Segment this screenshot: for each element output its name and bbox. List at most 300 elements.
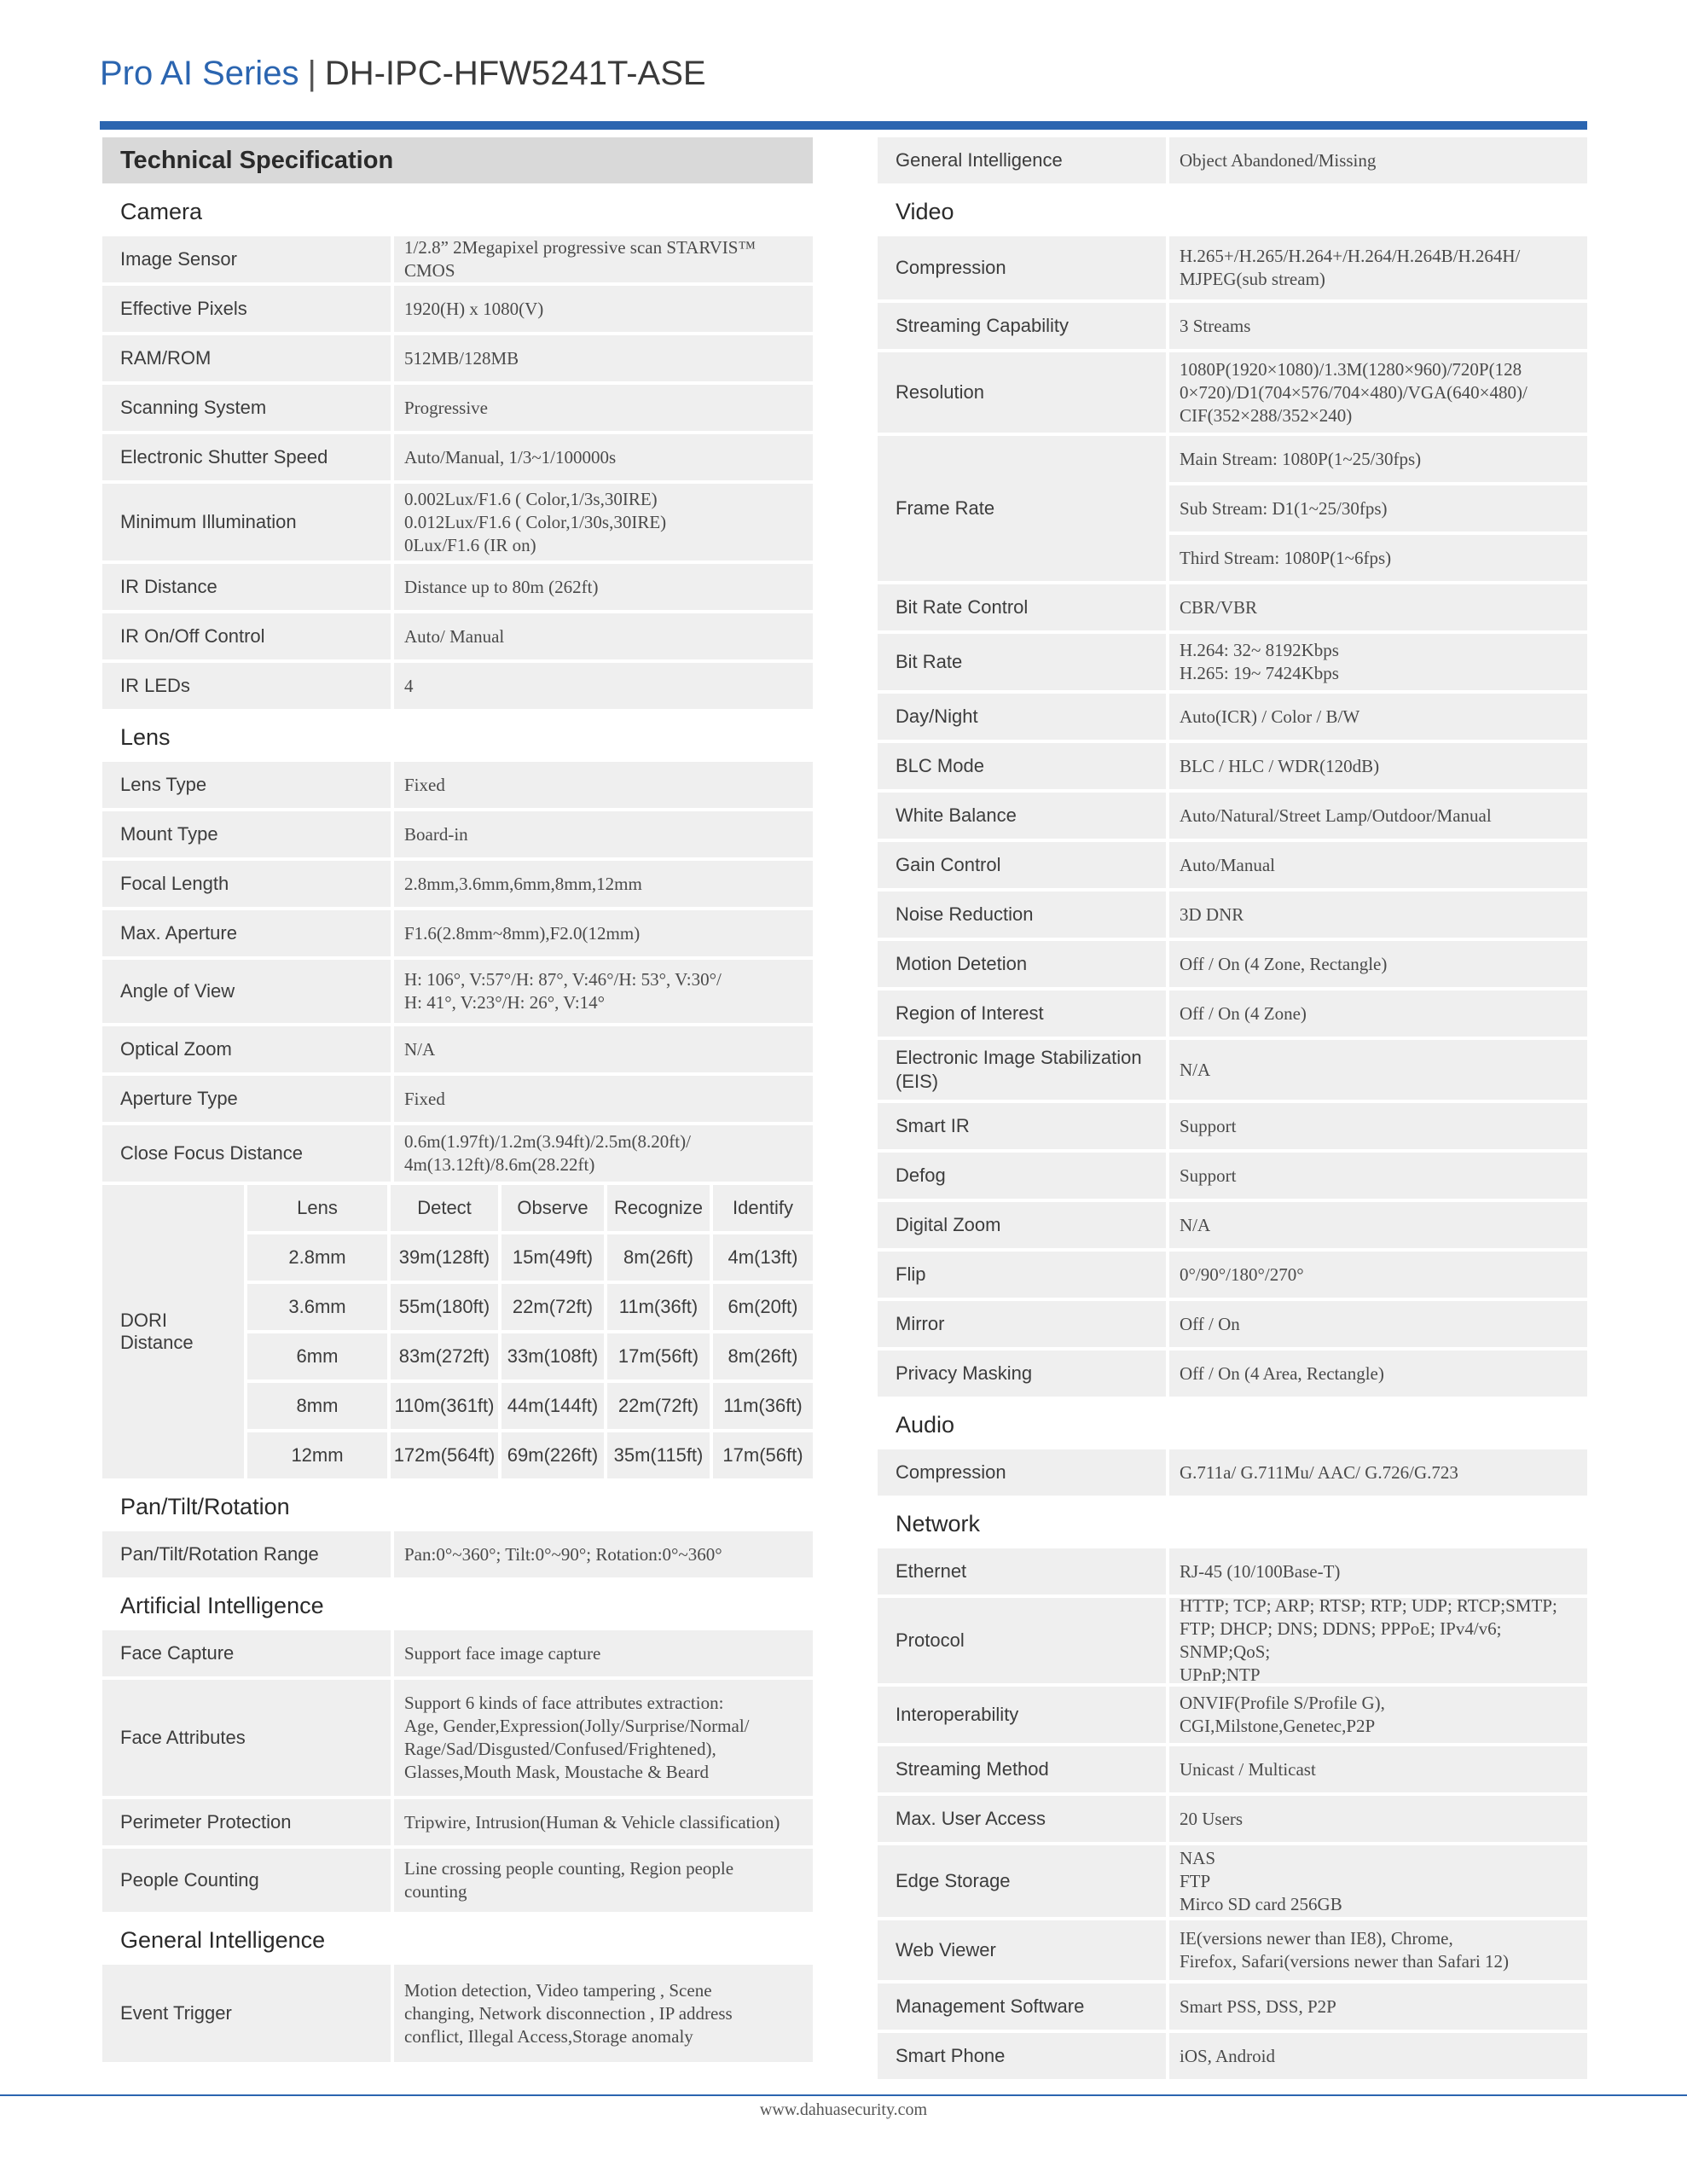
spec-value-lines: [1180, 596, 1257, 619]
spec-label: Minimum Illumination: [102, 484, 391, 561]
spec-row: [878, 634, 1587, 690]
spec-value: [394, 910, 813, 956]
spec-value: [394, 1125, 813, 1182]
spec-label: Motion Detetion: [878, 941, 1166, 987]
ptr-spec-table: [102, 1531, 813, 1577]
spec-label: Bit Rate: [878, 634, 1166, 690]
spec-value-line: MJPEG(sub stream): [1180, 269, 1325, 289]
spec-value-line: Mirco SD card 256GB: [1180, 1893, 1342, 1914]
network-spec-table: [878, 1548, 1587, 2079]
section-heading-audio: Audio: [896, 1411, 955, 1438]
spec-label: Frame Rate: [878, 436, 1166, 581]
spec-value-lines: [1180, 1115, 1237, 1138]
section-heading-network: Network: [896, 1510, 981, 1536]
spec-label: Protocol: [878, 1598, 1166, 1683]
spec-row: [102, 1531, 813, 1577]
spec-label: Close Focus Distance: [102, 1125, 391, 1182]
spec-value-line: Support face image capture: [404, 1642, 601, 1664]
spec-value-lines: [404, 1130, 691, 1176]
spec-value: [1169, 1920, 1587, 1980]
spec-label: General Intelligence: [878, 137, 1166, 183]
spec-value-lines: [1180, 1560, 1340, 1583]
audio-spec-table: [878, 1449, 1587, 1496]
spec-value-lines: [1180, 639, 1339, 685]
spec-value-lines: [404, 1642, 600, 1665]
spec-label: Bit Rate Control: [878, 584, 1166, 630]
spec-label: Day/Night: [878, 694, 1166, 740]
gi-spec-table: [102, 1965, 813, 2062]
spec-value: [1169, 1984, 1587, 2030]
spec-value-line: 20 Users: [1180, 1808, 1244, 1829]
spec-row: [878, 892, 1587, 938]
spec-value-line: H: 106°, V:57°/H: 87°, V:46°/H: 53°, V:30°/: [404, 969, 722, 990]
dori-identify-cell: 6m(20ft): [713, 1284, 813, 1330]
spec-value-lines: [404, 873, 642, 896]
spec-value: [394, 484, 813, 561]
spec-label: Max. Aperture: [102, 910, 391, 956]
spec-value: [1169, 1796, 1587, 1842]
spec-value-lines: [404, 1038, 435, 1061]
spec-value-line: Support: [1180, 1165, 1237, 1186]
spec-value: [1169, 1687, 1587, 1743]
spec-label: Event Trigger: [102, 1965, 391, 2062]
spec-value-line: conflict, Illegal Access,Storage anomaly: [404, 2025, 693, 2047]
dori-lens-cell: Lens: [247, 1185, 387, 1231]
spec-value-line: H: 41°, V:23°/H: 26°, V:14°: [404, 992, 606, 1013]
spec-label: Compression: [878, 236, 1166, 299]
spec-label: Scanning System: [102, 385, 391, 431]
spec-row: [102, 484, 813, 561]
spec-value-lines: [404, 1692, 750, 1784]
dori-row: [247, 1333, 813, 1380]
spec-row: [878, 1153, 1587, 1199]
spec-label: Electronic Image Stabilization (EIS): [878, 1040, 1166, 1100]
spec-label: Effective Pixels: [102, 286, 391, 332]
spec-row: [102, 1125, 813, 1182]
header-accent-bar: [100, 121, 1587, 130]
spec-value-line: G.711a/ G.711Mu/ AAC/ G.726/G.723: [1180, 1461, 1458, 1483]
spec-value-lines: [404, 968, 722, 1014]
spec-label: IR Distance: [102, 564, 391, 610]
spec-row: [102, 564, 813, 610]
spec-value-line: Off / On (4 Zone, Rectangle): [1180, 953, 1388, 974]
spec-value-line: H.264: 32~ 8192Kbps: [1180, 640, 1339, 660]
spec-value-lines: [404, 1811, 780, 1834]
spec-value-line: 4: [404, 675, 414, 696]
spec-value: [1169, 1301, 1587, 1347]
spec-label: IR LEDs: [102, 663, 391, 709]
spec-value-lines: [404, 625, 504, 648]
spec-row: [102, 910, 813, 956]
spec-row: [102, 286, 813, 332]
spec-value-line: FTP; DHCP; DNS; DDNS; PPPoE; IPv4/v6; SNMP;QoS;: [1180, 1618, 1502, 1662]
spec-value: [1169, 303, 1587, 349]
spec-value-lines: [1180, 1263, 1304, 1287]
spec-row: [102, 663, 813, 709]
spec-label: Ethernet: [878, 1548, 1166, 1594]
spec-value-lines: [404, 236, 804, 282]
spec-value-lines: [404, 675, 414, 698]
spec-value-lines: [1180, 804, 1492, 828]
spec-row: [878, 1746, 1587, 1792]
dori-distance-table: [102, 1185, 813, 1478]
spec-label: Interoperability: [878, 1687, 1166, 1743]
dori-observe-cell: 15m(49ft): [501, 1234, 604, 1281]
spec-value-line: 0Lux/F1.6 (IR on): [404, 534, 536, 555]
spec-value-line: F1.6(2.8mm~8mm),F2.0(12mm): [404, 922, 641, 944]
spec-value-lines: [404, 397, 488, 420]
spec-value: [1169, 793, 1587, 839]
spec-label: Web Viewer: [878, 1920, 1166, 1980]
dori-row: [247, 1234, 813, 1281]
dori-lens-cell: 3.6mm: [247, 1284, 387, 1330]
spec-value-line: Support 6 kinds of face attributes extraction:: [404, 1693, 724, 1713]
spec-value: [1169, 634, 1587, 690]
section-heading-artificial-intelligence: Artificial Intelligence: [120, 1592, 324, 1618]
spec-value-line: 2.8mm,3.6mm,6mm,8mm,12mm: [404, 873, 642, 894]
spec-value-line: 0.012Lux/F1.6 ( Color,1/30s,30IRE): [404, 511, 667, 532]
spec-value: [394, 811, 813, 857]
spec-value-line: 0.6m(1.97ft)/1.2m(3.94ft)/2.5m(8.20ft)/: [404, 1131, 691, 1152]
section-heading-video: Video: [896, 198, 954, 224]
spec-row: [102, 1965, 813, 2062]
spec-row: [878, 743, 1587, 789]
spec-value-line: 3 Streams: [1180, 315, 1251, 336]
spec-row: [102, 762, 813, 808]
spec-value-lines: [1180, 1692, 1385, 1738]
spec-value-line: Motion detection, Video tampering , Scene: [404, 1979, 712, 2001]
spec-row: [878, 1687, 1587, 1743]
spec-label: Perimeter Protection: [102, 1799, 391, 1845]
spec-row: [878, 1040, 1587, 1100]
spec-row: [878, 352, 1587, 433]
spec-label: Lens Type: [102, 762, 391, 808]
spec-row-frame-rate: [878, 436, 1587, 581]
spec-value-line: Board-in: [404, 823, 468, 845]
spec-label: White Balance: [878, 793, 1166, 839]
spec-value-line: Auto(ICR) / Color / B/W: [1180, 706, 1360, 727]
spec-value-lines: [1180, 1214, 1210, 1237]
spec-value: [394, 1849, 813, 1912]
dori-lens-cell: 8mm: [247, 1383, 387, 1429]
spec-label: Edge Storage: [878, 1845, 1166, 1917]
spec-row: [102, 1076, 813, 1122]
spec-label: Angle of View: [102, 960, 391, 1023]
frame-rate-values: [1169, 436, 1587, 581]
spec-value: [394, 861, 813, 907]
spec-value-line: changing, Network disconnection , IP address: [404, 2002, 733, 2024]
spec-label: RAM/ROM: [102, 335, 391, 381]
spec-label: Flip: [878, 1252, 1166, 1298]
footer-website-link[interactable]: www.dahuasecurity.com: [759, 2100, 928, 2119]
spec-row: [102, 1026, 813, 1072]
spec-value: [394, 385, 813, 431]
spec-row: [102, 613, 813, 659]
spec-value: [1169, 842, 1587, 888]
spec-value: [1169, 1449, 1587, 1496]
spec-value-line: Off / On (4 Area, Rectangle): [1180, 1362, 1384, 1384]
spec-row: [878, 1301, 1587, 1347]
spec-value: [394, 1965, 813, 2062]
dori-lens-cell: 2.8mm: [247, 1234, 387, 1281]
spec-value-line: Support: [1180, 1115, 1237, 1136]
spec-value-line: CBR/VBR: [1180, 596, 1258, 618]
dori-recognize-cell: 17m(56ft): [607, 1333, 710, 1380]
spec-value-lines: [1180, 854, 1275, 877]
dori-recognize-cell: 8m(26ft): [607, 1234, 710, 1281]
spec-value-lines: [1180, 903, 1244, 926]
dori-row: [247, 1383, 813, 1429]
spec-value-line: CGI,Milstone,Genetec,P2P: [1180, 1716, 1376, 1736]
spec-value-line: Tripwire, Intrusion(Human & Vehicle classification): [404, 1811, 780, 1833]
spec-value-line: N/A: [404, 1038, 436, 1060]
spec-value-lines: [1180, 1594, 1579, 1687]
spec-row: [102, 811, 813, 857]
spec-value-lines: [404, 347, 519, 370]
spec-value-line: FTP: [1180, 1870, 1211, 1891]
spec-value-line: Smart PSS, DSS, P2P: [1180, 1995, 1336, 2017]
spec-label: Mirror: [878, 1301, 1166, 1347]
spec-value-lines: [1180, 1461, 1458, 1484]
spec-value: [394, 1531, 813, 1577]
dori-observe-cell: 44m(144ft): [501, 1383, 604, 1429]
spec-row: [102, 385, 813, 431]
spec-label: Digital Zoom: [878, 1202, 1166, 1248]
spec-row: [102, 1630, 813, 1676]
spec-value-line: 1/2.8” 2Megapixel progressive scan STARVIS™ CMOS: [404, 237, 757, 281]
spec-label: Resolution: [878, 352, 1166, 433]
left-column: [102, 137, 813, 2065]
spec-label: Defog: [878, 1153, 1166, 1199]
spec-value-lines: [1180, 1808, 1243, 1831]
spec-value-lines: [1180, 315, 1250, 338]
spec-value: [1169, 1202, 1587, 1248]
dori-observe-cell: 33m(108ft): [501, 1333, 604, 1380]
spec-label: Focal Length: [102, 861, 391, 907]
spec-value: [394, 1799, 813, 1845]
spec-value-line: BLC / HLC / WDR(120dB): [1180, 755, 1380, 776]
spec-row: [102, 335, 813, 381]
series-name: Pro AI Series: [100, 55, 299, 92]
spec-value: [1169, 743, 1587, 789]
section-heading-general-intelligence: General Intelligence: [120, 1926, 326, 1953]
spec-value-line: Auto/Manual: [1180, 854, 1275, 875]
spec-row: [102, 960, 813, 1023]
spec-value: [394, 613, 813, 659]
spec-value: [394, 1076, 813, 1122]
spec-label: Region of Interest: [878, 990, 1166, 1037]
spec-label: Streaming Capability: [878, 303, 1166, 349]
spec-value-line: 0×720)/D1(704×576/704×480)/VGA(640×480)/: [1180, 381, 1528, 403]
section-heading-pan-tilt-rotation: Pan/Tilt/Rotation: [120, 1493, 290, 1519]
spec-row: [102, 1680, 813, 1796]
spec-value-line: Fixed: [404, 1088, 445, 1109]
spec-row: [102, 861, 813, 907]
spec-value: [394, 564, 813, 610]
spec-value-line: RJ-45 (10/100Base-T): [1180, 1560, 1341, 1582]
spec-label: Electronic Shutter Speed: [102, 434, 391, 480]
spec-value-line: 0°/90°/180°/270°: [1180, 1263, 1304, 1285]
spec-value: [1169, 1845, 1587, 1917]
dori-identify-cell: 17m(56ft): [713, 1432, 813, 1478]
spec-value-lines: [1180, 358, 1528, 427]
spec-value-lines: [404, 298, 543, 321]
spec-value-line: 1080P(1920×1080)/1.3M(1280×960)/720P(128: [1180, 358, 1522, 380]
spec-value: [1169, 236, 1587, 299]
spec-label: Pan/Tilt/Rotation Range: [102, 1531, 391, 1577]
spec-value-lines: [1180, 1002, 1307, 1025]
spec-value: [1169, 941, 1587, 987]
spec-value-line: H.265: 19~ 7424Kbps: [1180, 663, 1339, 683]
spec-value-line: N/A: [1180, 1059, 1211, 1080]
spec-row: [102, 434, 813, 480]
spec-value-lines: [1180, 2045, 1275, 2068]
spec-value: [394, 434, 813, 480]
spec-value-lines: [1180, 1995, 1336, 2018]
spec-value-line: Object Abandoned/Missing: [1180, 149, 1377, 171]
spec-value-lines: [1180, 953, 1387, 976]
spec-value-line: N/A: [1180, 1214, 1211, 1235]
spec-label: Max. User Access: [878, 1796, 1166, 1842]
spec-row: [878, 236, 1587, 299]
spec-value: [1169, 137, 1587, 183]
spec-value-line: 512MB/128MB: [404, 347, 519, 369]
spec-value: [1169, 1252, 1587, 1298]
spec-value: [1169, 1746, 1587, 1792]
spec-value-line: Age, Gender,Expression(Jolly/Surprise/Normal/: [404, 1716, 750, 1736]
spec-value: [394, 960, 813, 1023]
spec-row: [878, 1202, 1587, 1248]
spec-row: [878, 1449, 1587, 1496]
spec-label: BLC Mode: [878, 743, 1166, 789]
spec-value-lines: [1180, 1758, 1316, 1781]
right-column: [878, 137, 1587, 2082]
spec-row: [878, 1252, 1587, 1298]
spec-value-lines: [404, 823, 468, 846]
spec-row: [878, 2033, 1587, 2079]
spec-row: [878, 1845, 1587, 1917]
spec-label: Face Attributes: [102, 1680, 391, 1796]
model-name: DH-IPC-HFW5241T-ASE: [324, 55, 706, 92]
spec-label: Aperture Type: [102, 1076, 391, 1122]
spec-value: [394, 335, 813, 381]
spec-label: Mount Type: [102, 811, 391, 857]
spec-value-lines: [1180, 1847, 1342, 1916]
spec-label: Image Sensor: [102, 236, 391, 282]
spec-row: [878, 137, 1587, 183]
spec-value-line: 1920(H) x 1080(V): [404, 298, 544, 319]
spec-row: [102, 1849, 813, 1912]
spec-value-lines: [1180, 149, 1376, 172]
spec-value: [1169, 1350, 1587, 1397]
spec-value-lines: [404, 1543, 722, 1566]
spec-value: [394, 1630, 813, 1676]
spec-value-lines: [1180, 706, 1359, 729]
spec-value-line: 0.002Lux/F1.6 ( Color,1/3s,30IRE): [404, 488, 658, 509]
spec-value-line: Auto/Manual, 1/3~1/100000s: [404, 446, 617, 468]
ai-spec-table: [102, 1630, 813, 1912]
spec-value: [394, 1680, 813, 1796]
spec-value-line: Progressive: [404, 397, 488, 418]
spec-value-line: Rage/Sad/Disgusted/Confused/Frightened),: [404, 1739, 716, 1759]
spec-label: Compression: [878, 1449, 1166, 1496]
dori-observe-cell: 69m(226ft): [501, 1432, 604, 1478]
dori-recognize-cell: Recognize: [607, 1185, 710, 1231]
spec-value-lines: [1180, 1059, 1210, 1082]
spec-value-line: Auto/Natural/Street Lamp/Outdoor/Manual: [1180, 804, 1492, 826]
camera-spec-table: [102, 236, 813, 709]
spec-value-line: ONVIF(Profile S/Profile G),: [1180, 1693, 1385, 1713]
spec-value-line: UPnP;NTP: [1180, 1664, 1261, 1685]
spec-row: [878, 1920, 1587, 1980]
spec-value-lines: [1180, 755, 1379, 778]
spec-label: Noise Reduction: [878, 892, 1166, 938]
title-separator: |: [307, 55, 316, 92]
page-title: [100, 53, 706, 94]
spec-value-lines: [1180, 1927, 1509, 1973]
dori-detect-cell: 39m(128ft): [391, 1234, 498, 1281]
footer-divider: [0, 2094, 1687, 2096]
spec-row: [878, 694, 1587, 740]
video-spec-table-a: [878, 236, 1587, 433]
dori-observe-cell: 22m(72ft): [501, 1284, 604, 1330]
spec-label: Smart Phone: [878, 2033, 1166, 2079]
spec-value-line: HTTP; TCP; ARP; RTSP; RTP; UDP; RTCP;SMTP;: [1180, 1595, 1557, 1616]
dori-identify-cell: 4m(13ft): [713, 1234, 813, 1281]
dori-observe-cell: Observe: [501, 1185, 604, 1231]
frame-rate-sub-stream: Sub Stream: D1(1~25/30fps): [1169, 485, 1587, 531]
spec-value-lines: [404, 1088, 445, 1111]
spec-row: [878, 1350, 1587, 1397]
spec-label: Streaming Method: [878, 1746, 1166, 1792]
spec-value-line: iOS, Android: [1180, 2045, 1276, 2066]
spec-value-lines: [404, 774, 445, 797]
dori-detect-cell: Detect: [391, 1185, 498, 1231]
spec-value-lines: [1180, 1362, 1384, 1385]
spec-value: [394, 286, 813, 332]
dori-detect-cell: 83m(272ft): [391, 1333, 498, 1380]
spec-row: [878, 793, 1587, 839]
spec-value-line: Firefox, Safari(versions newer than Safari 12): [1180, 1951, 1510, 1972]
spec-value-lines: [1180, 245, 1520, 291]
spec-value-line: Distance up to 80m (262ft): [404, 576, 599, 597]
spec-value-line: Unicast / Multicast: [1180, 1758, 1316, 1780]
spec-value-line: Glasses,Mouth Mask, Moustache & Beard: [404, 1762, 709, 1782]
spec-value-line: 3D DNR: [1180, 903, 1244, 925]
lens-spec-table: [102, 762, 813, 1182]
spec-row: [878, 1548, 1587, 1594]
spec-value-line: IE(versions newer than IE8), Chrome,: [1180, 1928, 1453, 1949]
general-intelligence-continued-table: [878, 137, 1587, 183]
spec-row: [878, 941, 1587, 987]
dori-identify-cell: Identify: [713, 1185, 813, 1231]
spec-value-line: H.265+/H.265/H.264+/H.264/H.264B/H.264H/: [1180, 246, 1521, 266]
spec-row: [102, 1799, 813, 1845]
dori-detect-cell: 110m(361ft): [391, 1383, 498, 1429]
spec-value: [1169, 2033, 1587, 2079]
spec-value-line: NAS: [1180, 1847, 1216, 1868]
spec-label: Gain Control: [878, 842, 1166, 888]
spec-label: Smart IR: [878, 1103, 1166, 1149]
spec-label: People Counting: [102, 1849, 391, 1912]
spec-value-lines: [404, 446, 616, 469]
spec-label: Optical Zoom: [102, 1026, 391, 1072]
spec-value-lines: [404, 576, 598, 599]
spec-value: [1169, 1103, 1587, 1149]
spec-label: IR On/Off Control: [102, 613, 391, 659]
dori-identify-cell: 8m(26ft): [713, 1333, 813, 1380]
spec-title: Technical Specification: [102, 137, 813, 183]
